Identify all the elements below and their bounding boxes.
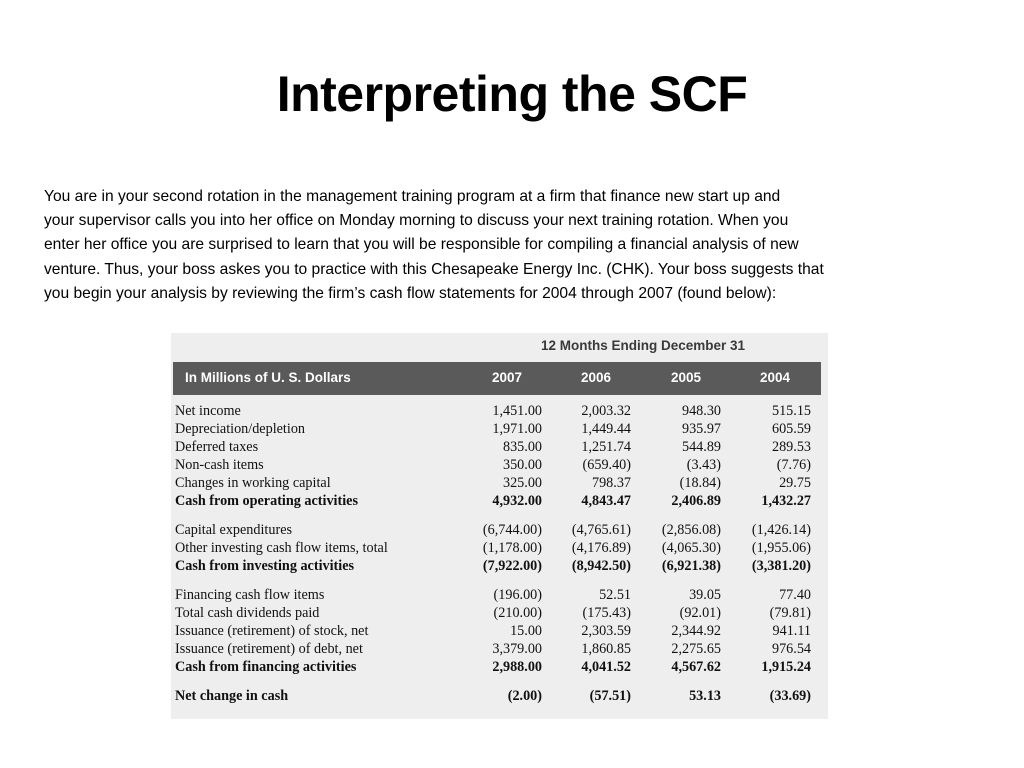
intro-paragraph <box>44 185 964 306</box>
table-row <box>171 402 828 420</box>
row-label: Net change in cash <box>175 688 289 704</box>
table-row <box>171 521 828 539</box>
cash-flow-table <box>171 333 828 719</box>
row-value: 935.97 <box>681 421 721 437</box>
row-value: (33.69) <box>769 688 811 704</box>
row-value: 1,451.00 <box>492 403 542 419</box>
row-value: (4,176.89) <box>571 540 631 556</box>
row-label: Cash from operating activities <box>175 493 358 509</box>
year-header: 2006 <box>580 370 612 385</box>
row-label: Issuance (retirement) of stock, net <box>175 623 369 639</box>
row-value: (175.43) <box>582 605 631 621</box>
row-value: (1,426.14) <box>751 522 811 538</box>
row-value: (6,744.00) <box>482 522 542 538</box>
period-label: 12 Months Ending December 31 <box>541 338 746 353</box>
table-row <box>171 438 828 456</box>
row-value: (1,955.06) <box>751 540 811 556</box>
row-value: 2,406.89 <box>671 493 721 509</box>
row-value: 2,303.59 <box>581 623 631 639</box>
row-value: (3,381.20) <box>751 558 811 574</box>
row-value: (6,921.38) <box>661 558 721 574</box>
intro-line: You are in your second rotation in the management training program at a firm that finance new start up and <box>44 188 781 205</box>
year-header: 2004 <box>759 370 791 385</box>
row-label: Financing cash flow items <box>175 587 325 603</box>
year-header: 2005 <box>670 370 702 385</box>
intro-line: enter her office you are surprised to learn that you will be responsible for compiling a financial analysis of new <box>44 236 799 254</box>
row-value: (210.00) <box>493 605 542 621</box>
row-label: Net income <box>175 403 241 419</box>
row-label: Other investing cash flow items, total <box>175 540 388 556</box>
row-value: 2,003.32 <box>581 403 631 419</box>
row-value: (3.43) <box>686 457 721 473</box>
table-row <box>171 604 828 622</box>
row-value: 4,932.00 <box>492 493 542 509</box>
slide-title: Interpreting the SCF <box>276 66 748 122</box>
row-value: (18.84) <box>679 475 721 491</box>
table-total-row <box>171 557 828 575</box>
row-value: (2.00) <box>507 688 542 704</box>
row-value: 289.53 <box>771 439 811 455</box>
row-value: 39.05 <box>689 587 721 603</box>
row-value: (92.01) <box>679 605 721 621</box>
row-value: 2,988.00 <box>492 659 542 675</box>
table-row <box>171 539 828 557</box>
row-value: 2,275.65 <box>671 641 721 657</box>
row-label: Cash from financing activities <box>175 659 357 675</box>
row-value: 15.00 <box>510 623 542 639</box>
row-value: 4,567.62 <box>671 659 721 675</box>
row-label: Capital expenditures <box>175 522 293 538</box>
row-value: 544.89 <box>681 439 721 455</box>
table-row <box>171 586 828 604</box>
row-label: Cash from investing activities <box>175 558 355 574</box>
row-value: 1,860.85 <box>581 641 631 657</box>
row-value: 350.00 <box>502 457 542 473</box>
row-value: 1,915.24 <box>761 659 811 675</box>
row-value: 1,971.00 <box>492 421 542 437</box>
row-value: (196.00) <box>493 587 542 603</box>
row-value: 325.00 <box>502 475 542 491</box>
row-label: Depreciation/depletion <box>175 421 306 437</box>
row-value: (57.51) <box>589 688 631 704</box>
row-value: (7,922.00) <box>482 558 542 574</box>
row-label: Deferred taxes <box>175 439 259 455</box>
row-label: Total cash dividends paid <box>175 605 320 621</box>
row-value: 1,449.44 <box>581 421 631 437</box>
row-value: 798.37 <box>591 475 631 491</box>
row-value: 976.54 <box>771 641 811 657</box>
row-value: (2,856.08) <box>661 522 721 538</box>
intro-line: venture. Thus, your boss askes you to practice with this Chesapeake Energy Inc. (CHK). Your boss suggests that <box>44 260 824 278</box>
row-value: 2,344.92 <box>671 623 721 639</box>
row-value: 53.13 <box>689 688 721 704</box>
table-row <box>171 640 828 658</box>
intro-line: your supervisor calls you into her office on Monday morning to discuss your next training rotation. When you <box>44 212 789 230</box>
table-row <box>171 456 828 474</box>
row-value: (4,065.30) <box>661 540 721 556</box>
row-value: 3,379.00 <box>492 641 542 657</box>
row-label: Issuance (retirement) of debt, net <box>175 641 363 657</box>
row-value: 29.75 <box>779 475 811 491</box>
row-value: 52.51 <box>599 587 631 603</box>
row-label: Changes in working capital <box>175 475 331 491</box>
row-value: 515.15 <box>771 403 811 419</box>
row-value: 605.59 <box>771 421 811 437</box>
row-value: 1,432.27 <box>761 493 811 509</box>
table-total-row <box>171 658 828 676</box>
row-value: (4,765.61) <box>571 522 631 538</box>
table-row <box>171 622 828 640</box>
row-value: 835.00 <box>502 439 542 455</box>
table-row <box>171 474 828 492</box>
row-label: Non-cash items <box>175 457 264 473</box>
row-value: 941.11 <box>772 623 811 639</box>
table-total-row <box>171 492 828 510</box>
row-value: 948.30 <box>681 403 721 419</box>
table-header <box>173 362 821 395</box>
units-label: In Millions of U. S. Dollars <box>185 370 351 385</box>
row-value: (8,942.50) <box>571 558 631 574</box>
row-value: 4,843.47 <box>581 493 631 509</box>
intro-line: you begin your analysis by reviewing the firm’s cash flow statements for 2004 through 2007 (found below): <box>44 284 777 302</box>
table-row <box>171 420 828 438</box>
row-value: (79.81) <box>769 605 811 621</box>
table-total-row <box>171 687 828 705</box>
row-value: 4,041.52 <box>581 659 631 675</box>
row-value: (7.76) <box>776 457 811 473</box>
year-header: 2007 <box>491 370 523 385</box>
row-value: 77.40 <box>779 587 811 603</box>
row-value: 1,251.74 <box>581 439 631 455</box>
row-value: (659.40) <box>582 457 631 473</box>
row-value: (1,178.00) <box>482 540 542 556</box>
